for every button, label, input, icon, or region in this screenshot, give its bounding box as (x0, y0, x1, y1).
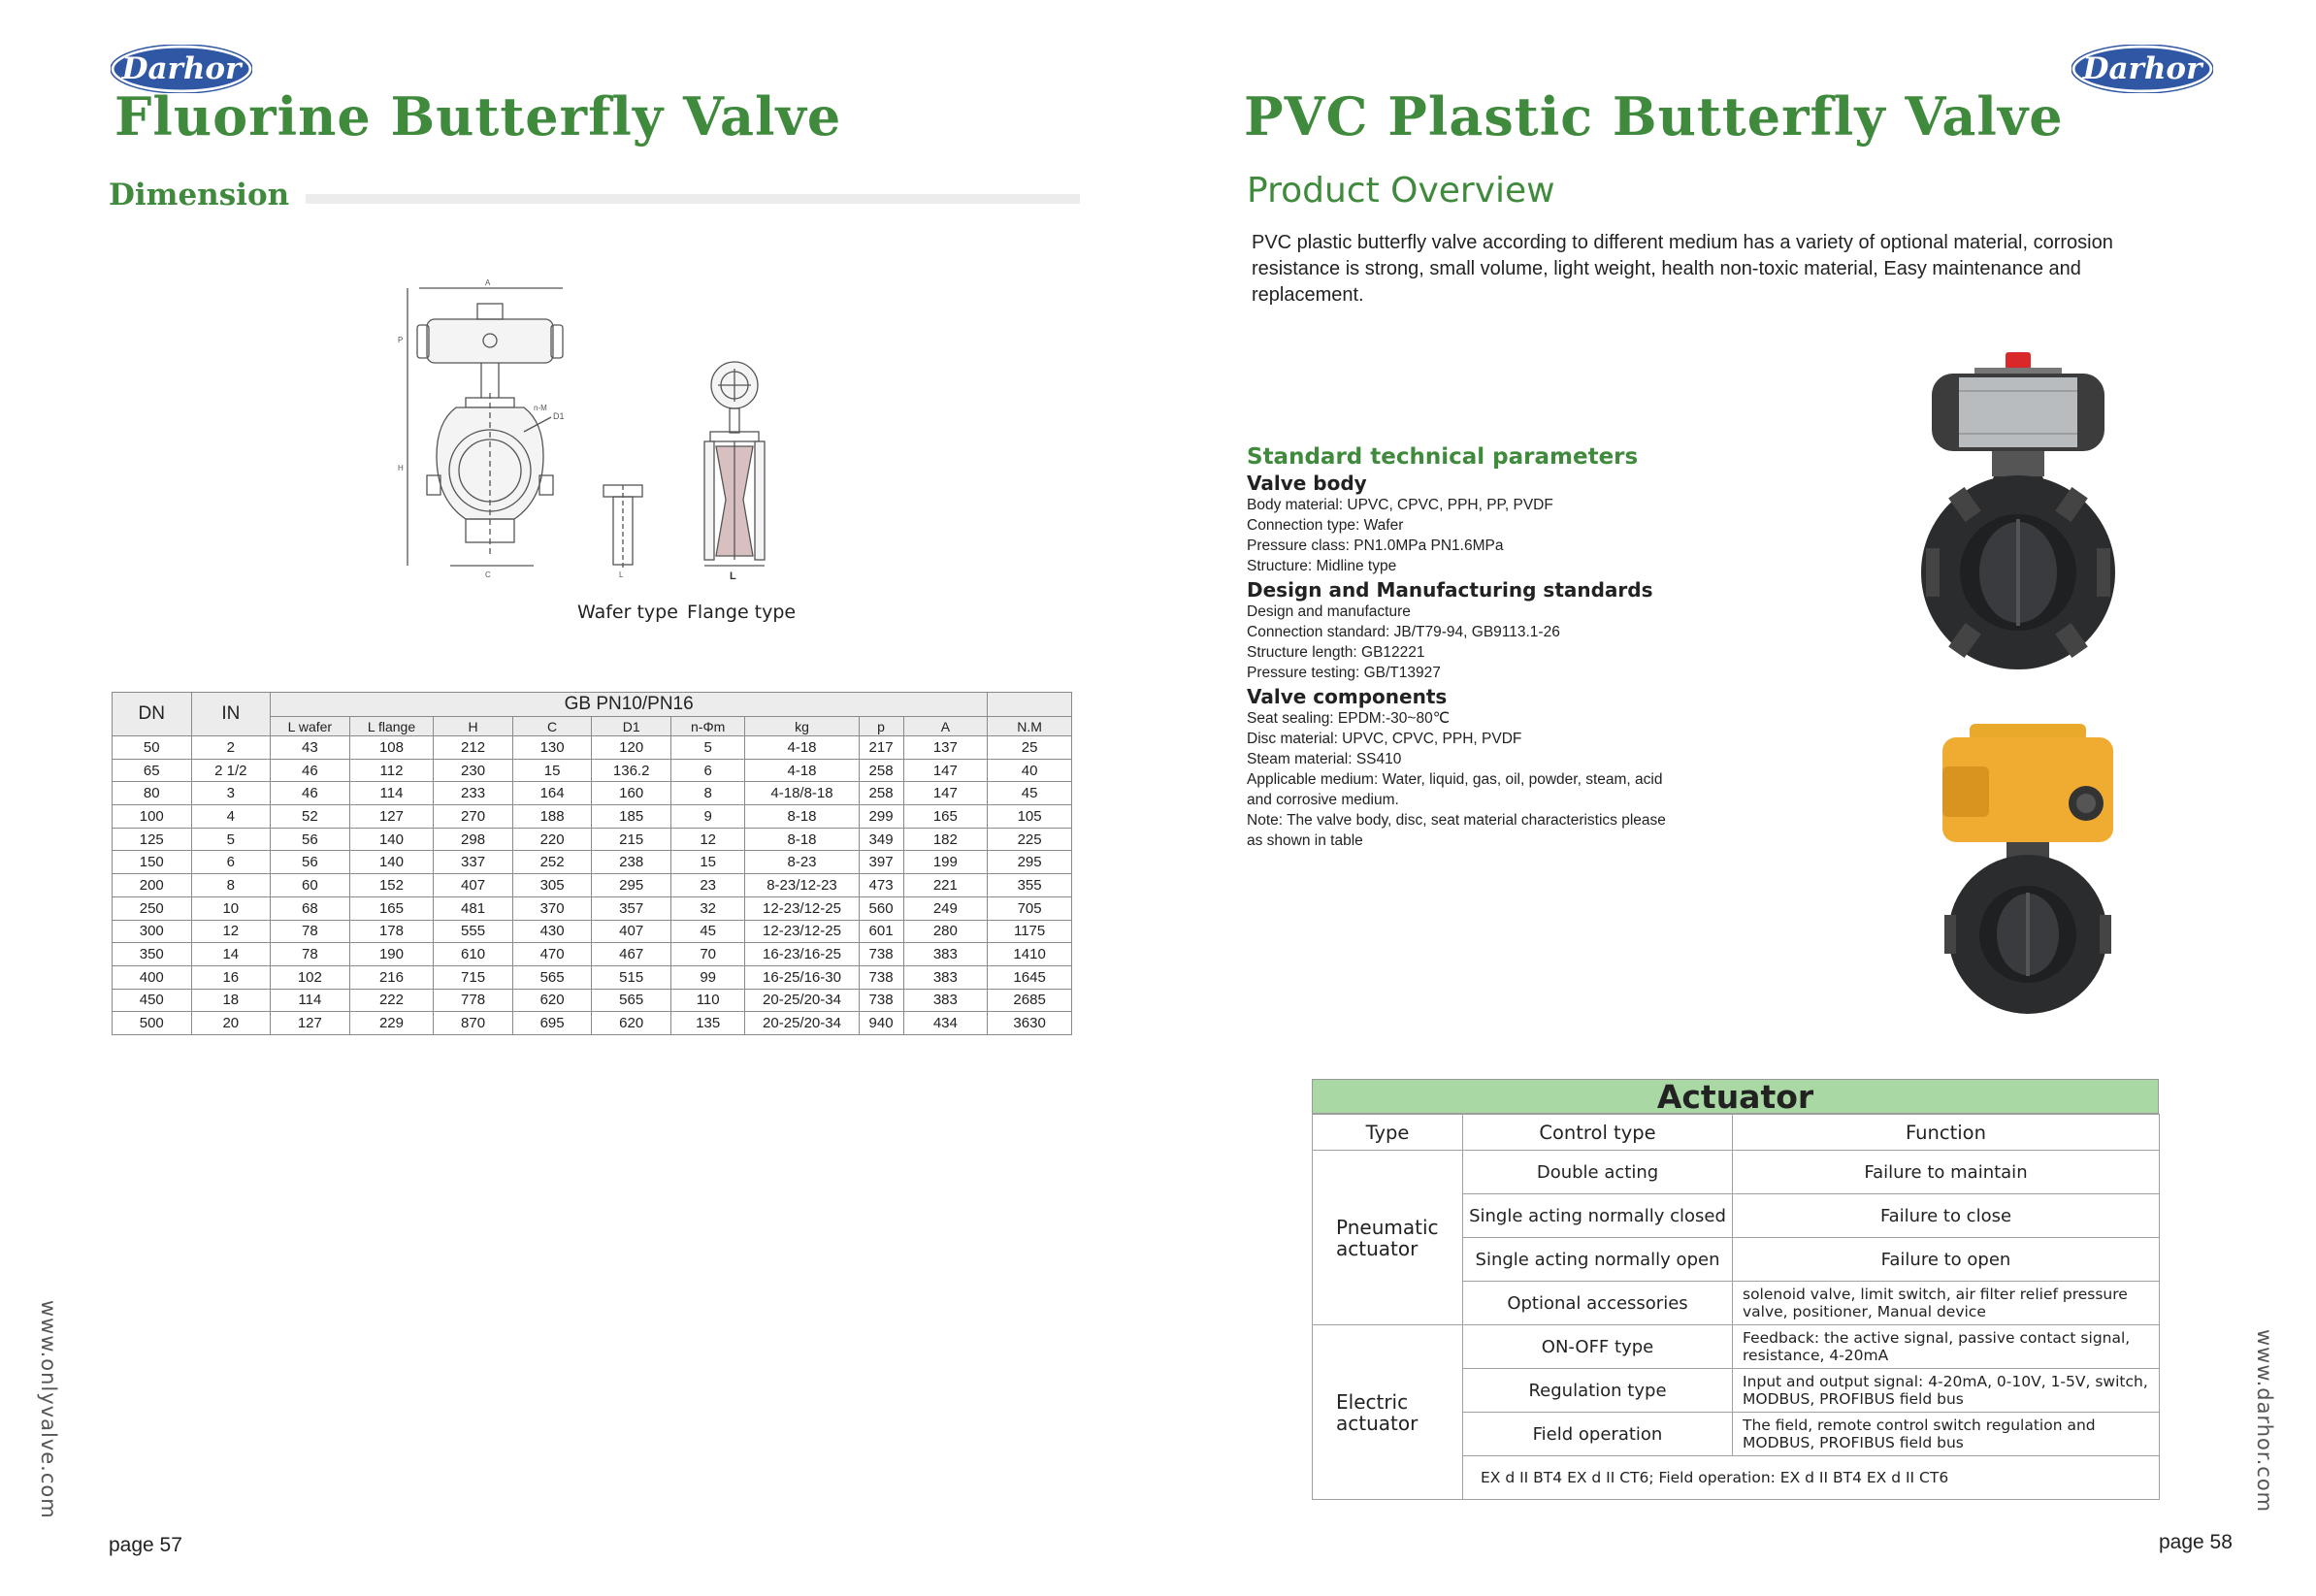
table-cell: 6 (191, 851, 271, 874)
col-header: N.M (988, 717, 1072, 736)
table-cell: 99 (670, 965, 744, 989)
svg-text:D1: D1 (553, 411, 565, 421)
darhor-logo-right (2071, 45, 2213, 93)
table-cell: 229 (349, 1012, 434, 1035)
table-cell: 252 (512, 851, 592, 874)
table-cell: 127 (271, 1012, 350, 1035)
page-number-right: page 58 (2159, 1531, 2233, 1553)
table-cell: 135 (670, 1012, 744, 1035)
section-heading: Valve components (1247, 685, 1448, 708)
table-cell: 200 (113, 874, 192, 897)
table-cell: 473 (859, 874, 903, 897)
spec-line: as shown in table (1247, 832, 1363, 849)
table-cell: 620 (592, 1012, 671, 1035)
table-cell: 3630 (988, 1012, 1072, 1035)
table-row (113, 920, 1072, 943)
table-cell: 108 (349, 736, 434, 760)
table-cell: 238 (592, 851, 671, 874)
table-cell: 16-25/16-30 (745, 965, 859, 989)
actuator-table (1312, 1114, 2160, 1500)
table-cell: 370 (512, 896, 592, 920)
table-cell: 6 (670, 759, 744, 782)
col-header: C (512, 717, 592, 736)
table-header-row (113, 693, 1072, 717)
col-header: n-Φm (670, 717, 744, 736)
col-header: p (859, 717, 903, 736)
spec-line: Structure length: GB12221 (1247, 644, 1425, 661)
table-cell: 56 (271, 851, 350, 874)
table-cell: 2685 (988, 989, 1072, 1012)
logo-text: Darhor (121, 51, 242, 86)
table-cell: 10 (191, 896, 271, 920)
electric-actuator-label: Electric actuator (1313, 1325, 1463, 1500)
pneumatic-actuator-label: Pneumatic actuator (1313, 1151, 1463, 1325)
table-cell: 136.2 (592, 759, 671, 782)
table-cell: 738 (859, 989, 903, 1012)
table-row (113, 828, 1072, 851)
table-cell: 481 (434, 896, 513, 920)
table-cell: 46 (271, 759, 350, 782)
table-cell: 16 (191, 965, 271, 989)
table-cell: 357 (592, 896, 671, 920)
svg-text:C: C (485, 570, 491, 579)
section-heading: Valve body (1247, 472, 1367, 495)
table-cell: 8-23/12-23 (745, 874, 859, 897)
page-title-right: PVC Plastic Butterfly Valve (1244, 85, 2064, 147)
table-cell: 32 (670, 896, 744, 920)
svg-text:A: A (485, 278, 491, 287)
table-row (113, 851, 1072, 874)
table-cell: 45 (988, 782, 1072, 805)
spec-line: Structure: Midline type (1247, 558, 1397, 574)
table-cell: 140 (349, 828, 434, 851)
col-type-header: Type (1313, 1115, 1463, 1151)
spec-line: and corrosive medium. (1247, 792, 1399, 808)
control-type-cell: ON-OFF type (1463, 1325, 1733, 1369)
svg-text:P: P (398, 336, 404, 344)
table-cell: 52 (271, 805, 350, 829)
table-cell: 250 (113, 896, 192, 920)
table-cell: 12-23/12-25 (745, 920, 859, 943)
table-cell: 160 (592, 782, 671, 805)
table-cell: 337 (434, 851, 513, 874)
control-type-cell: Regulation type (1463, 1369, 1733, 1413)
table-row (113, 736, 1072, 760)
function-cell: The field, remote control switch regulation and MODBUS, PROFIBUS field bus (1733, 1413, 2160, 1456)
table-cell: 16-23/16-25 (745, 943, 859, 966)
spec-line: Note: The valve body, disc, seat material characteristics please (1247, 812, 1666, 829)
table-row (113, 943, 1072, 966)
table-cell: 152 (349, 874, 434, 897)
table-cell: 249 (903, 896, 988, 920)
function-cell: Failure to maintain (1733, 1151, 2160, 1194)
table-cell: 610 (434, 943, 513, 966)
table-cell: 114 (349, 782, 434, 805)
table-cell: 3 (191, 782, 271, 805)
table-cell: 705 (988, 896, 1072, 920)
table-cell: 305 (512, 874, 592, 897)
table-cell: 222 (349, 989, 434, 1012)
table-cell: 295 (592, 874, 671, 897)
control-type-cell: Single acting normally open (1463, 1238, 1733, 1282)
function-cell: solenoid valve, limit switch, air filter relief pressure valve, positioner, Manual device (1733, 1282, 2160, 1325)
table-cell: 130 (512, 736, 592, 760)
table-cell: 60 (271, 874, 350, 897)
spec-line: Connection type: Wafer (1247, 517, 1404, 534)
table-cell: 43 (271, 736, 350, 760)
control-type-cell: Single acting normally closed (1463, 1194, 1733, 1238)
table-cell: 4-18 (745, 759, 859, 782)
spec-line: Applicable medium: Water, liquid, gas, oil, powder, steam, acid (1247, 771, 1663, 788)
spec-line: Steam material: SS410 (1247, 751, 1402, 767)
control-type-cell: Field operation (1463, 1413, 1733, 1456)
table-row (113, 1012, 1072, 1035)
table-cell: 23 (670, 874, 744, 897)
table-cell: 110 (670, 989, 744, 1012)
table-cell: 9 (670, 805, 744, 829)
spec-line: Pressure class: PN1.0MPa PN1.6MPa (1247, 537, 1504, 554)
technical-parameters (1247, 444, 1751, 851)
table-cell: 114 (271, 989, 350, 1012)
table-cell: 298 (434, 828, 513, 851)
col-in-header: IN (191, 693, 271, 736)
dimension-table-body (113, 736, 1072, 1035)
table-cell: 80 (113, 782, 192, 805)
table-cell: 217 (859, 736, 903, 760)
table-cell: 383 (903, 965, 988, 989)
table-cell: 620 (512, 989, 592, 1012)
table-cell: 295 (988, 851, 1072, 874)
table-cell: 188 (512, 805, 592, 829)
table-cell: 178 (349, 920, 434, 943)
table-cell: 2 1/2 (191, 759, 271, 782)
table-cell: 220 (512, 828, 592, 851)
table-cell: 20-25/20-34 (745, 1012, 859, 1035)
params-title: Standard technical parameters (1247, 444, 1639, 470)
table-cell: 18 (191, 989, 271, 1012)
table-cell: 738 (859, 943, 903, 966)
table-cell: 199 (903, 851, 988, 874)
function-cell: Failure to open (1733, 1238, 2160, 1282)
table-cell: 400 (113, 965, 192, 989)
table-cell: 102 (271, 965, 350, 989)
table-cell: 407 (592, 920, 671, 943)
page-number-left: page 57 (109, 1534, 182, 1556)
table-cell: 450 (113, 989, 192, 1012)
table-cell: 1410 (988, 943, 1072, 966)
spec-line: Pressure testing: GB/T13927 (1247, 665, 1441, 681)
col-header: A (903, 717, 988, 736)
table-cell: 355 (988, 874, 1072, 897)
table-cell: 8-23 (745, 851, 859, 874)
actuator-title: Actuator (1312, 1079, 2159, 1114)
title-divider (306, 194, 1080, 204)
table-cell: 397 (859, 851, 903, 874)
side-url-right: www.darhor.com (2253, 1329, 2276, 1514)
svg-text:H: H (398, 464, 404, 472)
table-cell: 164 (512, 782, 592, 805)
table-cell: 350 (113, 943, 192, 966)
electric-butterfly-valve-image (1931, 716, 2125, 1017)
table-cell: 15 (670, 851, 744, 874)
svg-text:L: L (730, 570, 736, 582)
table-cell: 258 (859, 759, 903, 782)
side-url-left: www.onlyvalve.com (37, 1300, 60, 1519)
table-cell: 715 (434, 965, 513, 989)
table-cell: 165 (903, 805, 988, 829)
table-cell: 25 (988, 736, 1072, 760)
table-cell: 78 (271, 943, 350, 966)
spec-line: Body material: UPVC, CPVC, PPH, PP, PVDF (1247, 497, 1553, 513)
table-cell: 78 (271, 920, 350, 943)
table-cell: 300 (113, 920, 192, 943)
flange-type-caption: Flange type (687, 602, 797, 623)
table-cell: 280 (903, 920, 988, 943)
table-cell: 68 (271, 896, 350, 920)
table-cell: 8 (670, 782, 744, 805)
col-control-type-header: Control type (1463, 1115, 1733, 1151)
table-cell: 46 (271, 782, 350, 805)
table-cell: 349 (859, 828, 903, 851)
table-cell: 147 (903, 759, 988, 782)
spec-line: Seat sealing: EPDM:-30~80℃ (1247, 710, 1451, 727)
actuator-header-row (1313, 1115, 2160, 1151)
table-row (113, 989, 1072, 1012)
table-cell: 4-18/8-18 (745, 782, 859, 805)
table-cell: 190 (349, 943, 434, 966)
table-cell: 565 (512, 965, 592, 989)
table-cell: 738 (859, 965, 903, 989)
table-cell: 434 (903, 1012, 988, 1035)
table-row (113, 805, 1072, 829)
table-cell: 258 (859, 782, 903, 805)
table-cell: 215 (592, 828, 671, 851)
col-function-header: Function (1733, 1115, 2160, 1151)
table-cell: 940 (859, 1012, 903, 1035)
table-cell: 695 (512, 1012, 592, 1035)
table-cell: 15 (512, 759, 592, 782)
table-cell: 470 (512, 943, 592, 966)
table-cell: 125 (113, 828, 192, 851)
table-cell: 5 (670, 736, 744, 760)
table-cell: 270 (434, 805, 513, 829)
table-cell: 137 (903, 736, 988, 760)
table-row (113, 896, 1072, 920)
table-cell: 500 (113, 1012, 192, 1035)
table-cell: 870 (434, 1012, 513, 1035)
table-cell: 8-18 (745, 828, 859, 851)
col-dn-header: DN (113, 693, 192, 736)
table-cell: 407 (434, 874, 513, 897)
table-cell: 212 (434, 736, 513, 760)
table-cell: 216 (349, 965, 434, 989)
table-cell: 12-23/12-25 (745, 896, 859, 920)
table-cell: 430 (512, 920, 592, 943)
table-row (113, 759, 1072, 782)
table-cell: 120 (592, 736, 671, 760)
table-cell: 56 (271, 828, 350, 851)
table-cell: 8 (191, 874, 271, 897)
table-cell: 383 (903, 989, 988, 1012)
table-cell: 299 (859, 805, 903, 829)
table-cell: 560 (859, 896, 903, 920)
table-cell: 12 (670, 828, 744, 851)
table-cell: 467 (592, 943, 671, 966)
table-cell: 515 (592, 965, 671, 989)
wafer-type-caption: Wafer type (577, 602, 678, 623)
col-header: H (434, 717, 513, 736)
table-cell: 225 (988, 828, 1072, 851)
table-cell: 230 (434, 759, 513, 782)
control-type-cell: Double acting (1463, 1151, 1733, 1194)
table-cell: 165 (349, 896, 434, 920)
table-cell: 383 (903, 943, 988, 966)
col-header: kg (745, 717, 859, 736)
table-row (1313, 1325, 2160, 1369)
table-cell: 70 (670, 943, 744, 966)
table-cell: 20-25/20-34 (745, 989, 859, 1012)
explosion-proof-note: EX d II BT4 EX d II CT6; Field operation: EX d II BT4 EX d II CT6 (1463, 1456, 2160, 1500)
table-cell: 221 (903, 874, 988, 897)
table-cell: 50 (113, 736, 192, 760)
table-cell: 14 (191, 943, 271, 966)
table-cell: 105 (988, 805, 1072, 829)
col-header: L wafer (271, 717, 350, 736)
table-cell: 555 (434, 920, 513, 943)
function-cell: Failure to close (1733, 1194, 2160, 1238)
table-cell: 112 (349, 759, 434, 782)
spec-line: Connection standard: JB/T79-94, GB9113.1-26 (1247, 624, 1560, 640)
col-header: D1 (592, 717, 671, 736)
page-title-left: Fluorine Butterfly Valve (114, 85, 842, 147)
table-cell: 1175 (988, 920, 1072, 943)
table-cell: 8-18 (745, 805, 859, 829)
pneumatic-butterfly-valve-image (1916, 344, 2130, 674)
table-cell: 185 (592, 805, 671, 829)
table-row (1313, 1151, 2160, 1194)
table-cell: 45 (670, 920, 744, 943)
overview-title: Product Overview (1247, 171, 1555, 211)
control-type-cell: Optional accessories (1463, 1282, 1733, 1325)
header-blank (988, 693, 1072, 717)
spec-line: Design and manufacture (1247, 603, 1411, 620)
function-cell: Input and output signal: 4-20mA, 0-10V, 1-5V, switch, MODBUS, PROFIBUS field bus (1733, 1369, 2160, 1413)
table-cell: 147 (903, 782, 988, 805)
section-heading: Design and Manufacturing standards (1247, 578, 1653, 602)
table-row (113, 965, 1072, 989)
col-header: L flange (349, 717, 434, 736)
table-cell: 140 (349, 851, 434, 874)
table-cell: 778 (434, 989, 513, 1012)
table-cell: 150 (113, 851, 192, 874)
table-cell: 4-18 (745, 736, 859, 760)
group-header: GB PN10/PN16 (271, 693, 988, 717)
table-cell: 4 (191, 805, 271, 829)
table-cell: 565 (592, 989, 671, 1012)
svg-text:n-M: n-M (534, 404, 547, 412)
table-cell: 233 (434, 782, 513, 805)
overview-text: PVC plastic butterfly valve according to different medium has a variety of optional material, corrosion resistance is strong, small volume, light weight, health non-toxic material, Easy maintenance and replacement. (1252, 232, 2113, 306)
table-cell: 20 (191, 1012, 271, 1035)
svg-text:L: L (619, 570, 624, 579)
table-cell: 601 (859, 920, 903, 943)
table-cell: 127 (349, 805, 434, 829)
dimension-title: Dimension (109, 178, 290, 212)
table-cell: 182 (903, 828, 988, 851)
spec-line: Disc material: UPVC, CPVC, PPH, PVDF (1247, 731, 1522, 747)
table-cell: 65 (113, 759, 192, 782)
table-cell: 40 (988, 759, 1072, 782)
function-cell: Feedback: the active signal, passive contact signal, resistance, 4-20mA (1733, 1325, 2160, 1369)
table-cell: 2 (191, 736, 271, 760)
table-cell: 100 (113, 805, 192, 829)
dimension-table (112, 692, 1072, 1035)
table-row (113, 874, 1072, 897)
table-cell: 5 (191, 828, 271, 851)
table-cell: 12 (191, 920, 271, 943)
table-row (113, 782, 1072, 805)
logo-text: Darhor (2082, 51, 2202, 86)
table-cell: 1645 (988, 965, 1072, 989)
valve-dimension-drawing (388, 277, 805, 587)
